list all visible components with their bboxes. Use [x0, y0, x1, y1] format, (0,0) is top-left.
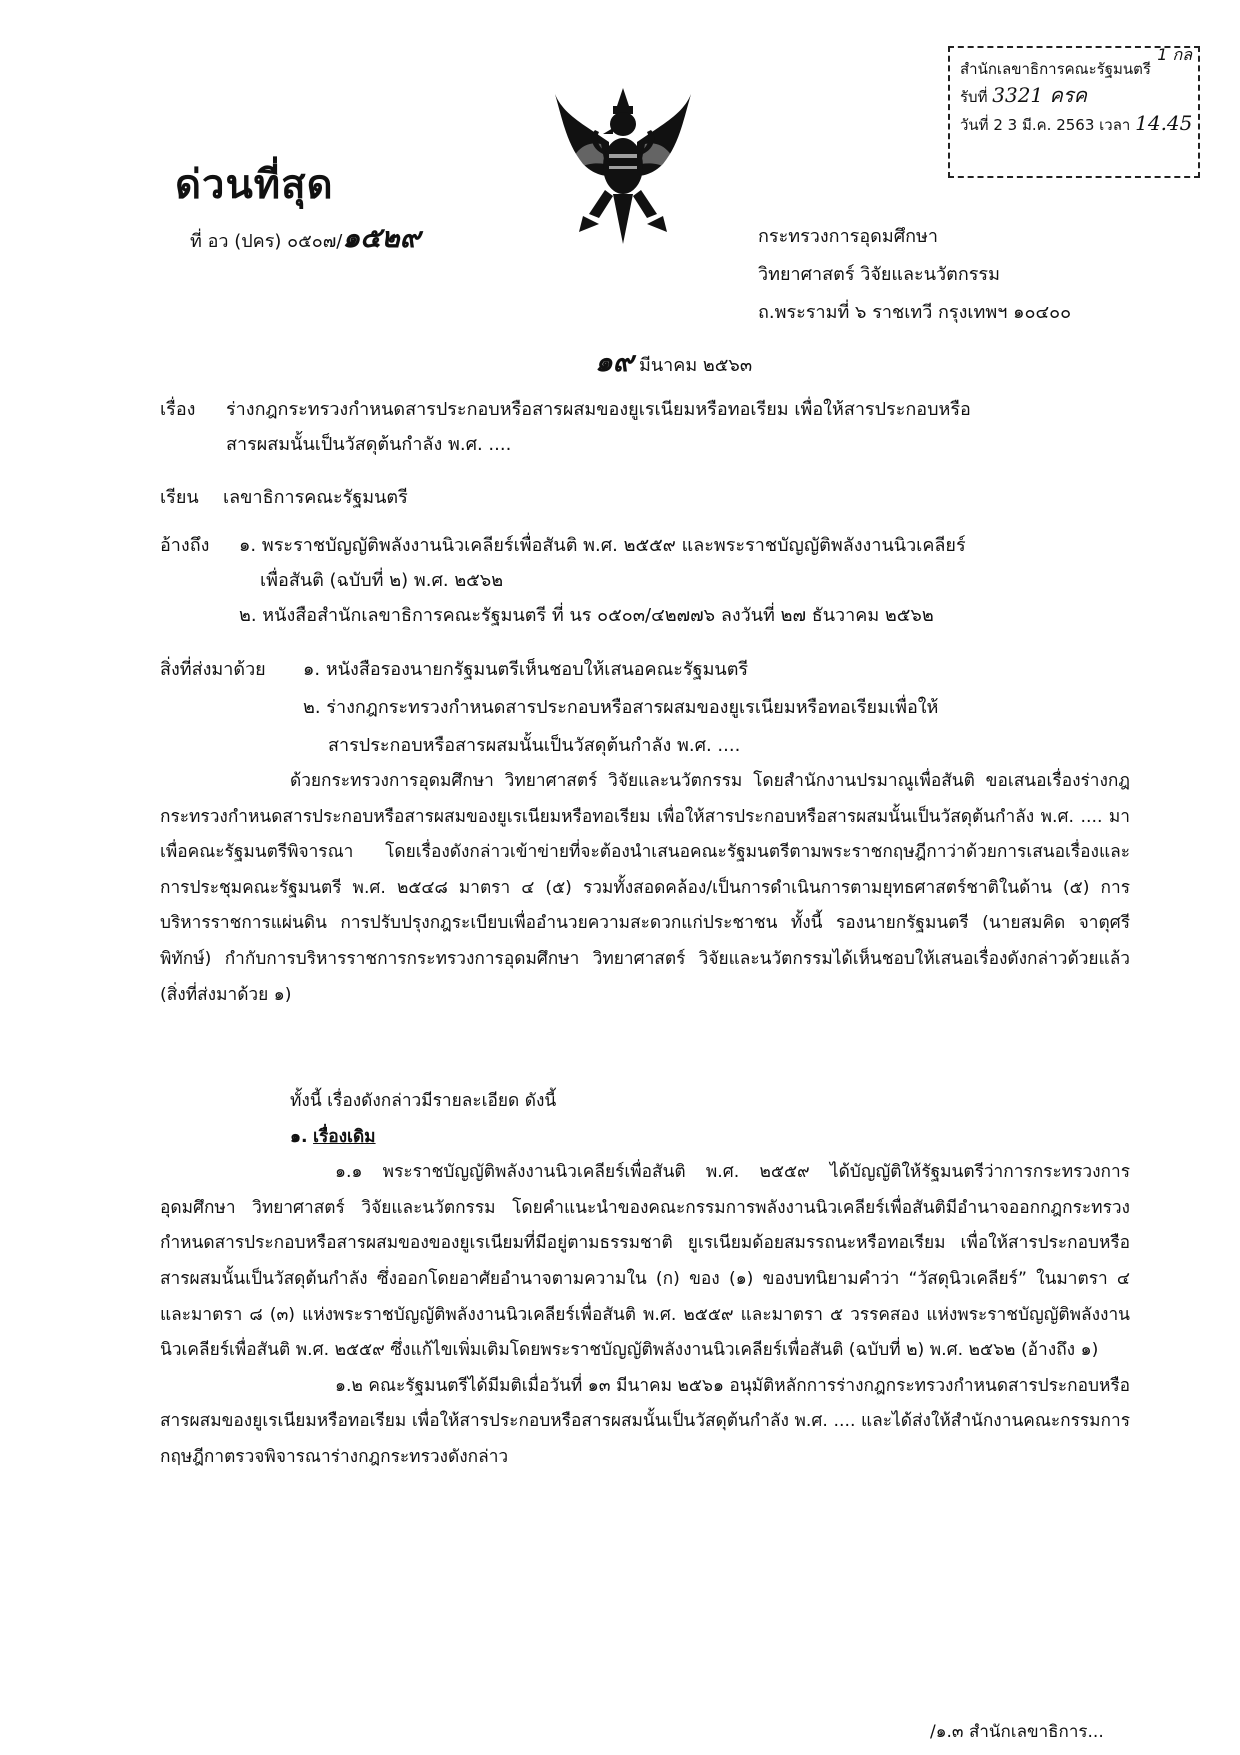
- ministry-address: [758, 218, 1071, 332]
- section1-title: เรื่องเดิม: [313, 1126, 376, 1147]
- body-details: [160, 1084, 1130, 1476]
- ministry-street: ถ.พระรามที่ ๖ ราชเทวี กรุงเทพฯ ๑๐๔๐๐: [758, 302, 1072, 323]
- intro-paragraph: ด้วยกระทรวงการอุดมศึกษา วิทยาศาสตร์ วิจัยและนวัตกรรม โดยสำนักงานปรมาณูเพื่อสันติ ขอเสนอเรื่องร่างกฎกระทรวงกำหนดสารประกอบหรือสารผสมของยูเรเนียมหรือทอเรียม เพื่อให้สารประกอบหรือสารผสมนั้นเป็นวัสดุต้นกำลัง พ.ศ. .... มาเพื่อคณะรัฐมนตรีพิจารณา โดยเรื่องดังกล่าวเข้าข่ายที่จะต้องนำเสนอคณะรัฐมนตรีตามพระราชกฤษฎีกาว่าด้วยการเสนอเรื่องและการประชุมคณะรัฐมนตรี พ.ศ. ๒๕๔๘ มาตรา ๔ (๕) รวมทั้งสอดคล้อง/เป็นการดำเนินการตามยุทธศาสตร์ชาติในด้าน (๕) การบริหารราชการแผ่นดิน การปรับปรุงกฎระเบียบเพื่ออำนวยความสะดวกแก่ประชาชน ทั้งนี้ รองนายกรัฐมนตรี (นายสมคิด จาตุศรีพิทักษ์) กำกับการบริหารราชการกระทรวงการอุดมศึกษา วิทยาศาสตร์ วิจัยและนวัตกรรมได้เห็นชอบให้เสนอเรื่องดังกล่าวด้วยแล้ว (สิ่งที่ส่งมาด้วย ๑): [160, 771, 1130, 1005]
- stamp-received-label: รับที่: [960, 88, 988, 106]
- enclosure-label: สิ่งที่ส่งมาด้วย: [160, 659, 266, 680]
- body-intro: [160, 764, 1130, 1013]
- document-date: [595, 340, 752, 384]
- enclosure-item2-line2: สารประกอบหรือสารผสมนั้นเป็นวัสดุต้นกำลัง พ.ศ. ....: [328, 735, 741, 756]
- page-continuation: /๑.๓ สำนักเลขาธิการ...: [930, 1722, 1104, 1742]
- ministry-name-line2: วิทยาศาสตร์ วิจัยและนวัตกรรม: [758, 264, 1000, 285]
- section1-heading: [160, 1120, 1130, 1156]
- stamp-received-number: 3321 ครค: [992, 83, 1088, 107]
- reference-item1-line2: เพื่อสันติ (ฉบับที่ ๒) พ.ศ. ๒๕๖๒: [260, 570, 504, 591]
- document-number: [190, 216, 420, 260]
- reference-item2: ๒. หนังสือสำนักเลขาธิการคณะรัฐมนตรี ที่ นร ๐๕๐๓/๔๒๗๗๖ ลงวันที่ ๒๗ ธันวาคม ๒๕๖๒: [239, 605, 934, 626]
- details-intro: ทั้งนี้ เรื่องดังกล่าวมีรายละเอียด ดังนี้: [290, 1091, 557, 1111]
- document-number-handwritten: ๑๕๒๙: [342, 221, 421, 254]
- stamp-received-row: [960, 82, 1188, 110]
- stamp-date-label: วันที่: [960, 116, 989, 134]
- date-month-year: มีนาคม ๒๕๖๓: [639, 355, 753, 376]
- reference-item1-line1: ๑. พระราชบัญญัติพลังงานนิวเคลียร์เพื่อสันติ พ.ศ. ๒๕๕๙ และพระราชบัญญัติพลังงานนิวเคลียร์: [239, 535, 966, 556]
- garuda-emblem-icon: [553, 84, 693, 249]
- enclosure-item2-line1: ๒. ร่างกฎกระทรวงกำหนดสารประกอบหรือสารผสมของยูเรเนียมหรือทอเรียมเพื่อให้: [303, 697, 939, 718]
- urgency-heading: ด่วนที่สุด: [175, 162, 334, 208]
- recipient-value: เลขาธิการคณะรัฐมนตรี: [223, 487, 408, 508]
- paragraph-1-2: ๑.๒ คณะรัฐมนตรีได้มีมติเมื่อวันที่ ๑๓ มีนาคม ๒๕๖๑ อนุมัติหลักการร่างกฎกระทรวงกำหนดสารประกอบหรือสารผสมของยูเรเนียมหรือทอเรียม เพื่อให้สารประกอบหรือสารผสมนั้นเป็นวัสดุต้นกำลัง พ.ศ. .... และได้ส่งให้สำนักงานคณะกรรมการกฤษฎีกาตรวจพิจารณาร่างกฎกระทรวงดังกล่าว: [160, 1375, 1130, 1467]
- stamp-date-row: [960, 110, 1193, 138]
- date-day-handwritten: ๑๙: [595, 345, 634, 378]
- receiving-stamp: [948, 46, 1200, 178]
- document-number-prefix: ที่ อว (ปคร) ๐๕๐๗/: [190, 231, 343, 252]
- stamp-office: สำนักเลขาธิการคณะรัฐมนตรี: [960, 60, 1151, 78]
- stamp-time-label: เวลา: [1099, 116, 1131, 134]
- section1-number: ๑.: [290, 1126, 308, 1147]
- paragraph-1-1: ๑.๑ พระราชบัญญัติพลังงานนิวเคลียร์เพื่อสันติ พ.ศ. ๒๕๕๙ ได้บัญญัติให้รัฐมนตรีว่าการกระทรวงการอุดมศึกษา วิทยาศาสตร์ วิจัยและนวัตกรรม โดยคำแนะนำของคณะกรรมการพลังงานนิวเคลียร์เพื่อสันติมีอำนาจออกกฎกระทรวงกำหนดสารประกอบหรือสารผสมของของยูเรเนียมที่มีอยู่ตามธรรมชาติ ยูเรเนียมด้อยสมรรถนะหรือทอเรียม เพื่อให้สารประกอบหรือสารผสมนั้นเป็นวัสดุต้นกำลัง ซึ่งออกโดยอาศัยอำนาจตามความใน (ก) ของ (๑) ของบทนิยามคำว่า “วัสดุนิวเคลียร์” ในมาตรา ๔ และมาตรา ๘ (๓) แห่งพระราชบัญญัติพลังงานนิวเคลียร์เพื่อสันติ พ.ศ. ๒๕๕๙ และมาตรา ๕ วรรคสอง แห่งพระราชบัญญัติพลังงานนิวเคลียร์เพื่อสันติ พ.ศ. ๒๕๕๙ ซึ่งแก้ไขเพิ่มเติมโดยพระราชบัญญัติพลังงานนิวเคลียร์เพื่อสันติ (ฉบับที่ ๒) พ.ศ. ๒๕๖๒ (อ้างถึง ๑): [160, 1162, 1130, 1361]
- recipient-label: เรียน: [160, 487, 199, 508]
- enclosure-item1: ๑. หนังสือรองนายกรัฐมนตรีเห็นชอบให้เสนอคณะรัฐมนตรี: [303, 659, 749, 680]
- reference-label: อ้างถึง: [160, 535, 210, 556]
- stamp-time-value: 14.45: [1135, 111, 1193, 135]
- stamp-date-value: 2 3 มี.ค. 2563: [993, 116, 1095, 134]
- stamp-corner-note: 1 กล: [1157, 45, 1192, 64]
- subject-line1: ร่างกฎกระทรวงกำหนดสารประกอบหรือสารผสมของยูเรเนียมหรือทอเรียม เพื่อให้สารประกอบหรือ: [226, 399, 971, 420]
- ministry-name: กระทรวงการอุดมศึกษา: [758, 226, 938, 247]
- subject-label: เรื่อง: [160, 399, 196, 420]
- subject-line2: สารผสมนั้นเป็นวัสดุต้นกำลัง พ.ศ. ....: [226, 434, 512, 455]
